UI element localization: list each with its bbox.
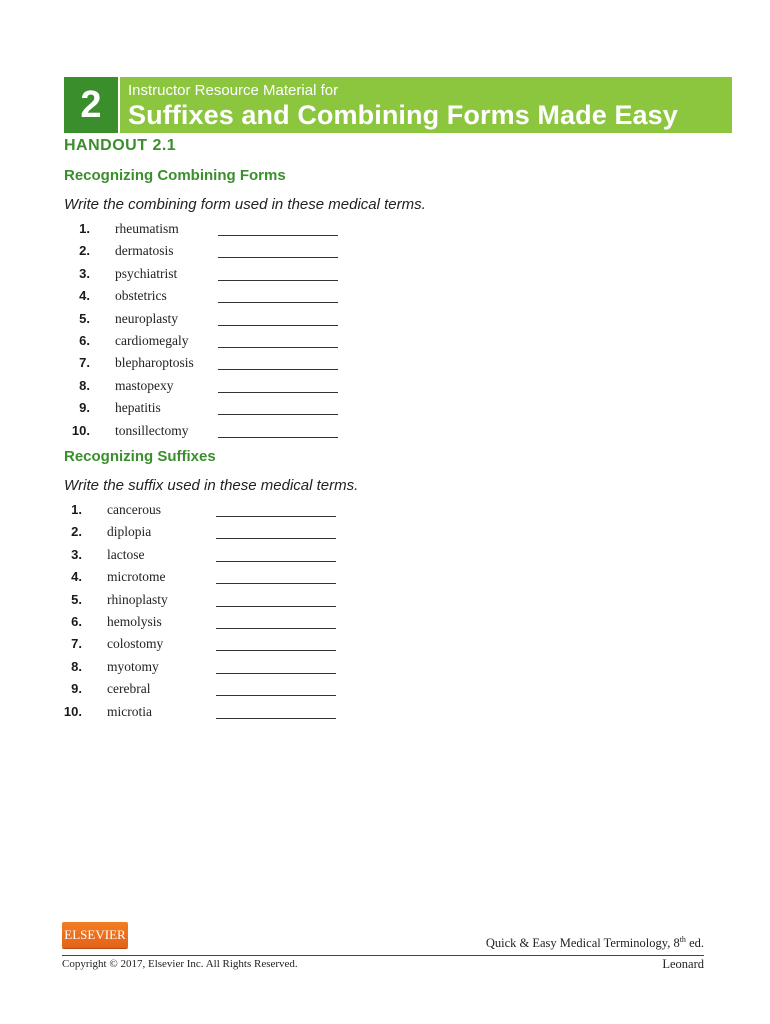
item-number: 10.	[71, 422, 90, 438]
list-item	[64, 376, 364, 398]
item-number: 6.	[79, 332, 90, 348]
edition-superscript: th	[679, 935, 686, 944]
author-name: Leonard	[662, 957, 704, 971]
answer-blank[interactable]	[218, 378, 338, 393]
answer-blank[interactable]	[218, 266, 338, 281]
list-item	[64, 398, 364, 420]
item-number: 3.	[71, 546, 82, 562]
answer-blank[interactable]	[216, 547, 336, 562]
handout-label: HANDOUT 2.1	[64, 137, 177, 154]
item-number: 1.	[79, 221, 90, 236]
section-title-suffixes: Recognizing Suffixes	[64, 448, 216, 465]
answer-blank[interactable]	[216, 681, 336, 696]
list-item	[64, 702, 364, 724]
list-item	[64, 679, 364, 701]
medical-term: tonsillectomy	[115, 422, 189, 438]
medical-term: mastopexy	[115, 377, 174, 393]
medical-term: microtome	[107, 569, 166, 585]
medical-term: colostomy	[107, 636, 164, 652]
answer-blank[interactable]	[216, 659, 336, 674]
book-title	[486, 935, 704, 951]
chapter-number: 2	[64, 77, 120, 133]
list-item	[64, 353, 364, 375]
banner-text	[120, 77, 678, 133]
medical-term: neuroplasty	[115, 310, 178, 326]
answer-blank[interactable]	[216, 592, 336, 607]
medical-term: lactose	[107, 546, 145, 562]
item-number: 9.	[79, 400, 90, 416]
section-title-combining-forms: Recognizing Combining Forms	[64, 167, 286, 184]
medical-term: hepatitis	[115, 400, 161, 416]
medical-term: cerebral	[107, 681, 151, 697]
item-number: 3.	[79, 265, 90, 281]
medical-term: cancerous	[107, 502, 161, 517]
medical-term: obstetrics	[115, 288, 167, 304]
list-item	[64, 612, 364, 634]
edition-suffix: ed.	[685, 936, 704, 951]
list-item	[64, 219, 364, 241]
item-number: 10.	[63, 703, 82, 719]
answer-blank[interactable]	[216, 502, 336, 517]
answer-blank[interactable]	[218, 311, 338, 326]
medical-term: myotomy	[107, 658, 159, 674]
medical-term: blepharoptosis	[115, 355, 194, 371]
suffixes-list	[64, 500, 364, 724]
medical-term: diplopia	[107, 524, 152, 540]
list-item	[64, 500, 364, 522]
answer-blank[interactable]	[218, 423, 338, 438]
list-item	[64, 590, 364, 612]
answer-blank[interactable]	[216, 704, 336, 719]
item-number: 9.	[71, 681, 82, 697]
item-number: 2.	[79, 243, 90, 259]
instruction-suffixes: Write the suffix used in these medical terms.	[64, 477, 359, 494]
list-item	[64, 309, 364, 331]
combining-forms-list	[64, 219, 364, 443]
medical-term: dermatosis	[115, 243, 174, 259]
answer-blank[interactable]	[216, 614, 336, 629]
item-number: 6.	[71, 613, 82, 629]
list-item	[64, 634, 364, 656]
copyright-text: Copyright © 2017, Elsevier Inc. All Rights Reserved.	[62, 958, 298, 970]
item-number: 5.	[79, 310, 90, 326]
book-title-text: Quick & Easy Medical Terminology, 8	[485, 936, 680, 951]
chapter-banner	[64, 77, 732, 133]
item-number: 2.	[71, 524, 82, 540]
item-number: 8.	[71, 658, 82, 674]
item-number: 1.	[71, 502, 82, 517]
item-number: 4.	[79, 288, 90, 304]
item-number: 7.	[79, 355, 90, 371]
list-item	[64, 657, 364, 679]
instruction-combining-forms: Write the combining form used in these medical terms.	[64, 196, 426, 213]
banner-subtitle: Instructor Resource Material for	[128, 82, 339, 99]
medical-term: hemolysis	[107, 613, 162, 629]
medical-term: cardiomegaly	[115, 332, 189, 348]
answer-blank[interactable]	[218, 221, 338, 236]
answer-blank[interactable]	[218, 243, 338, 258]
medical-term: rhinoplasty	[107, 591, 168, 607]
item-number: 4.	[71, 569, 82, 585]
list-item	[64, 522, 364, 544]
elsevier-logo: ELSEVIER	[62, 922, 128, 948]
answer-blank[interactable]	[218, 288, 338, 303]
list-item	[64, 545, 364, 567]
list-item	[64, 421, 364, 443]
answer-blank[interactable]	[216, 569, 336, 584]
item-number: 5.	[71, 591, 82, 607]
list-item	[64, 331, 364, 353]
list-item	[64, 264, 364, 286]
answer-blank[interactable]	[218, 400, 338, 415]
answer-blank[interactable]	[216, 524, 336, 539]
answer-blank[interactable]	[216, 636, 336, 651]
answer-blank[interactable]	[218, 355, 338, 370]
footer-divider	[62, 955, 704, 956]
item-number: 7.	[71, 636, 82, 652]
medical-term: rheumatism	[115, 221, 179, 236]
answer-blank[interactable]	[218, 333, 338, 348]
list-item	[64, 286, 364, 308]
medical-term: psychiatrist	[115, 265, 178, 281]
list-item	[64, 567, 364, 589]
banner-title: Suffixes and Combining Forms Made Easy	[128, 100, 678, 130]
list-item	[64, 241, 364, 263]
medical-term: microtia	[107, 703, 152, 719]
item-number: 8.	[79, 377, 90, 393]
